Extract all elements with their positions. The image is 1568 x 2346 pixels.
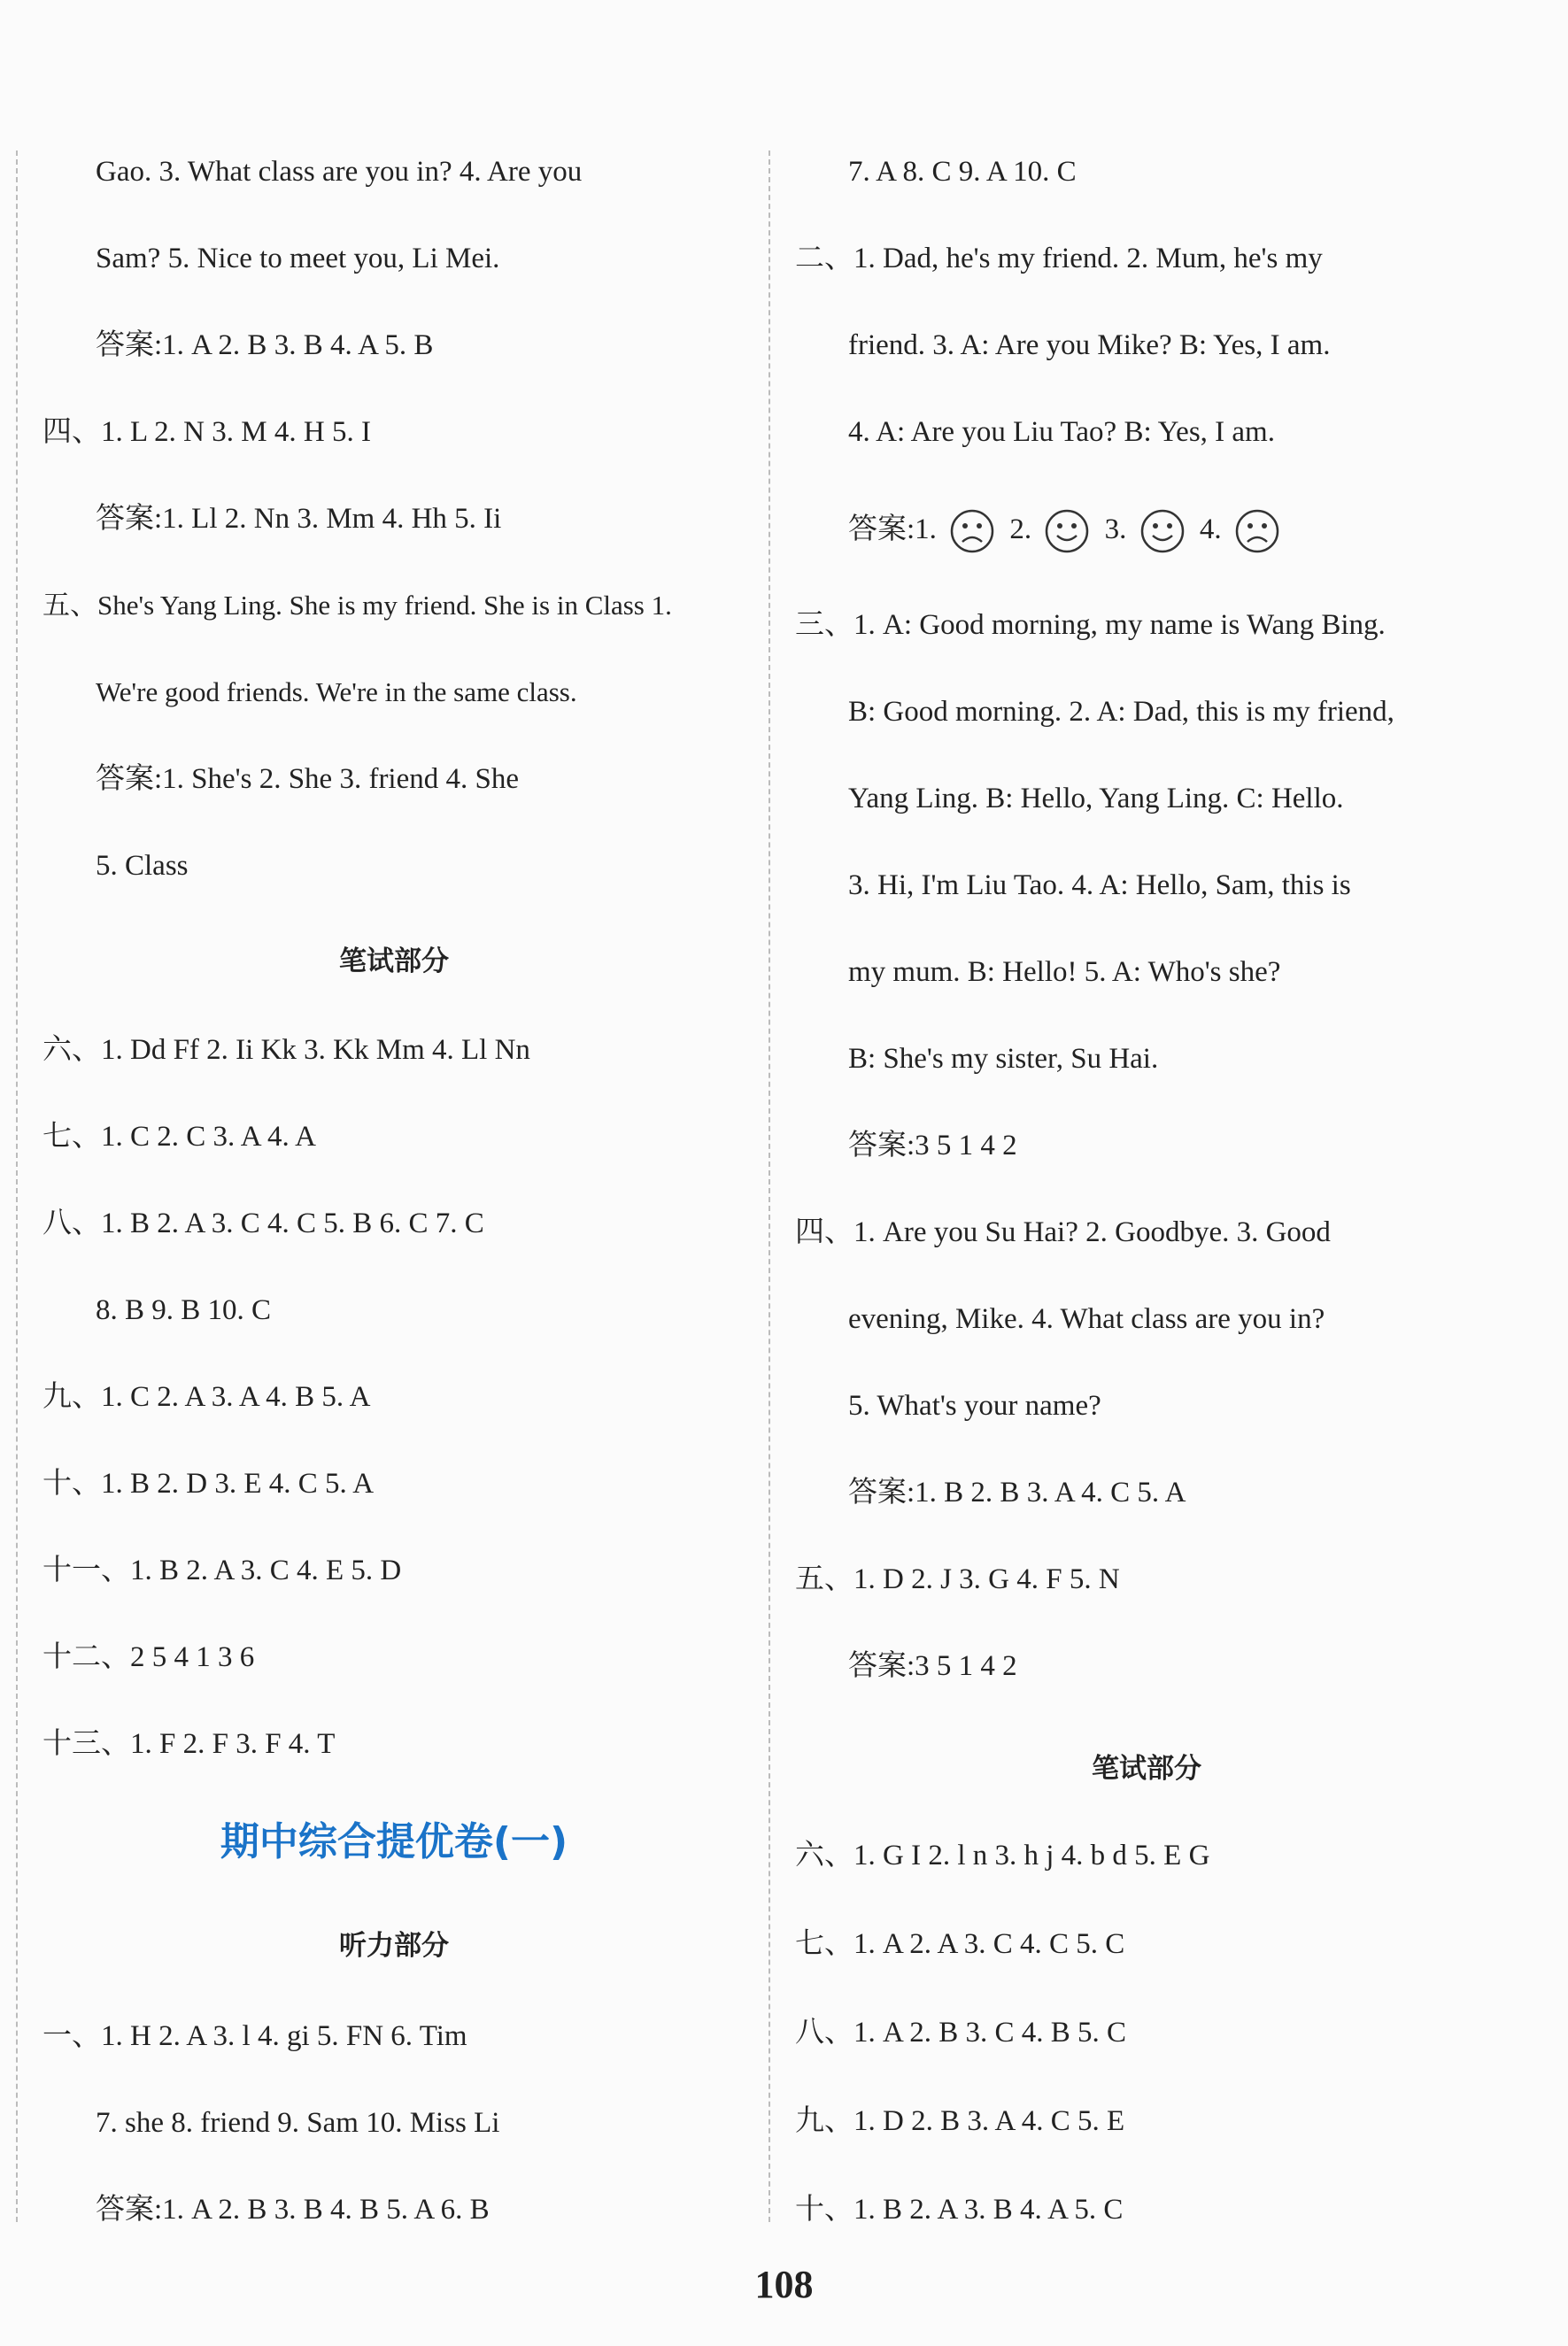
right-line: 三、1. A: Good morning, my name is Wang Bing.	[795, 609, 1386, 641]
right-line: 五、1. D 2. J 3. G 4. F 5. N	[795, 1563, 1120, 1595]
right-line: 7. A 8. C 9. A 10. C	[848, 156, 1077, 188]
right-line: 四、1. Are you Su Hai? 2. Goodbye. 3. Good	[795, 1216, 1331, 1248]
left-line: 五、She's Yang Ling. She is my friend. She is in Class 1.	[42, 590, 672, 621]
left-line: We're good friends. We're in the same class.	[96, 676, 577, 707]
right-line: 九、1. D 2. B 3. A 4. C 5. E	[795, 2105, 1125, 2137]
right-line: 答案:3 5 1 4 2	[848, 1130, 1017, 1161]
right-line: Yang Ling. B: Hello, Yang Ling. C: Hello.	[848, 783, 1344, 814]
face-number: 2.	[1009, 513, 1032, 545]
sad-face-icon	[949, 508, 995, 554]
left-line: 十、1. B 2. D 3. E 4. C 5. A	[42, 1468, 375, 1500]
face-number: 1.	[915, 513, 937, 545]
left-line: 十一、1. B 2. A 3. C 4. E 5. D	[42, 1555, 402, 1586]
section-title: 期中综合提优卷(一)	[220, 1819, 568, 1864]
left-line: 九、1. C 2. A 3. A 4. B 5. A	[42, 1381, 371, 1413]
left-line: 8. B 9. B 10. C	[96, 1294, 272, 1326]
right-line: evening, Mike. 4. What class are you in?	[848, 1303, 1325, 1335]
right-line: my mum. B: Hello! 5. A: Who's she?	[848, 956, 1281, 988]
sad-face-icon	[1234, 508, 1280, 554]
right-line: 答案:3 5 1 4 2	[848, 1650, 1017, 1682]
right-line: 八、1. A 2. B 3. C 4. B 5. C	[795, 2017, 1127, 2049]
face-number: 4.	[1199, 513, 1222, 545]
faces-answer-line	[848, 506, 1287, 554]
left-line: 一、1. H 2. A 3. l 4. gi 5. FN 6. Tim	[42, 2020, 467, 2052]
left-line: 十三、1. F 2. F 3. F 4. T	[42, 1728, 336, 1760]
section-heading-listening: 听力部分	[339, 1930, 449, 1962]
right-line: 七、1. A 2. A 3. C 4. C 5. C	[795, 1928, 1125, 1960]
left-line: 答案:1. A 2. B 3. B 4. A 5. B	[96, 329, 434, 361]
right-line: 5. What's your name?	[848, 1390, 1101, 1422]
left-line: 答案:1. Ll 2. Nn 3. Mm 4. Hh 5. Ii	[96, 503, 502, 535]
section-heading-written: 笔试部分	[339, 945, 449, 977]
right-line: 二、1. Dad, he's my friend. 2. Mum, he's my	[795, 243, 1323, 274]
left-line: Sam? 5. Nice to meet you, Li Mei.	[96, 243, 500, 274]
left-line: 八、1. B 2. A 3. C 4. C 5. B 6. C 7. C	[42, 1208, 484, 1239]
column-divider-left	[16, 150, 18, 2222]
right-line: B: She's my sister, Su Hai.	[848, 1043, 1159, 1075]
right-line: 3. Hi, I'm Liu Tao. 4. A: Hello, Sam, this is	[848, 869, 1351, 901]
happy-face-icon	[1139, 508, 1186, 554]
happy-face-icon	[1044, 508, 1090, 554]
section-heading-written: 笔试部分	[1092, 1753, 1201, 1785]
left-line: 答案:1. A 2. B 3. B 4. B 5. A 6. B	[96, 2194, 490, 2226]
column-divider-middle	[769, 150, 770, 2222]
left-line: 十二、2 5 4 1 3 6	[42, 1641, 255, 1673]
right-line: 六、1. G I 2. l n 3. h j 4. b d 5. E G	[795, 1840, 1210, 1871]
page-number: 108	[754, 2263, 814, 2306]
right-line: 4. A: Are you Liu Tao? B: Yes, I am.	[848, 416, 1275, 448]
left-line: 六、1. Dd Ff 2. Ii Kk 3. Kk Mm 4. Ll Nn	[42, 1034, 530, 1066]
face-number: 3.	[1104, 513, 1127, 545]
left-line: 答案:1. She's 2. She 3. friend 4. She	[96, 763, 520, 795]
left-line: 四、1. L 2. N 3. M 4. H 5. I	[42, 416, 371, 448]
left-line: 7. she 8. friend 9. Sam 10. Miss Li	[96, 2107, 500, 2139]
right-line: 十、1. B 2. A 3. B 4. A 5. C	[795, 2194, 1124, 2226]
left-line: 5. Class	[96, 850, 189, 882]
left-line: 七、1. C 2. C 3. A 4. A	[42, 1121, 316, 1153]
faces-label: 答案:	[848, 513, 915, 545]
right-line: 答案:1. B 2. B 3. A 4. C 5. A	[848, 1477, 1186, 1509]
left-line: Gao. 3. What class are you in? 4. Are you	[96, 156, 583, 188]
right-line: friend. 3. A: Are you Mike? B: Yes, I am.	[848, 329, 1331, 361]
right-line: B: Good morning. 2. A: Dad, this is my friend,	[848, 696, 1394, 728]
